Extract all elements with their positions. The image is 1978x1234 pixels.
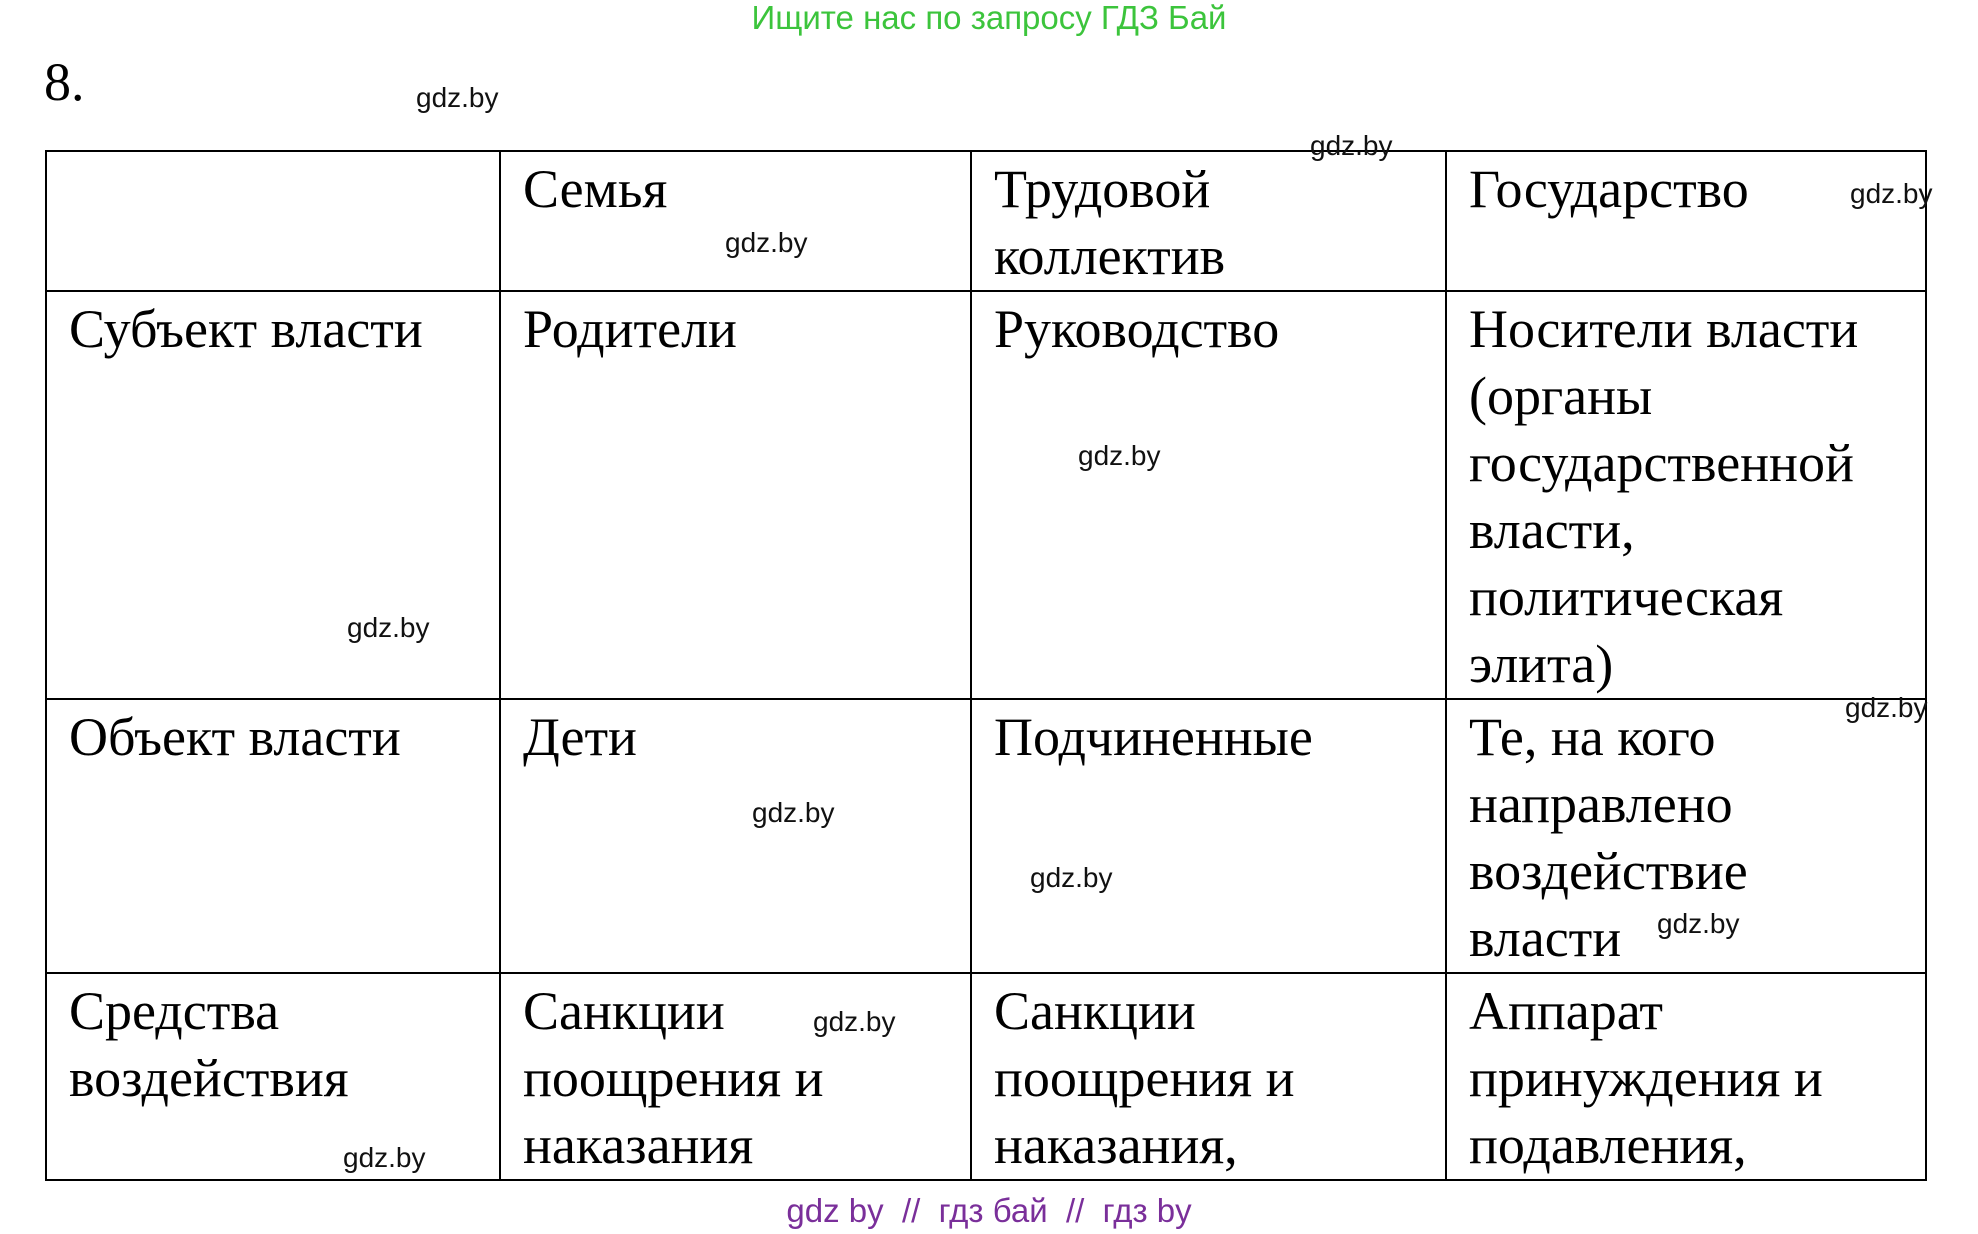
watermark: gdz.by xyxy=(752,797,835,828)
cell-object-work-collective: Подчиненные xyxy=(971,699,1446,973)
watermark: gdz.by xyxy=(1845,692,1928,723)
watermark: gdz.by xyxy=(1030,862,1113,893)
watermark: gdz.by xyxy=(416,82,499,113)
row-label-means: Средства воздействия xyxy=(46,973,500,1180)
table-row-subject xyxy=(46,291,1926,699)
row-label-object: Объект власти xyxy=(46,699,500,973)
table-row-means xyxy=(46,973,1926,1180)
cell-subject-family: Родители xyxy=(500,291,971,699)
header-cell-family: Семья xyxy=(500,151,971,291)
answer-table xyxy=(45,150,1927,1181)
footer-watermark: gdz by // гдз бай // гдз by xyxy=(786,1192,1192,1229)
table-header-row xyxy=(46,151,1926,291)
watermark: gdz.by xyxy=(1657,908,1740,939)
cell-object-state: Те, на кого направлено воздействие власти xyxy=(1446,699,1926,973)
header-cell-empty xyxy=(46,151,500,291)
cell-means-family: Санкции поощрения и наказания xyxy=(500,973,971,1180)
cell-object-family: Дети xyxy=(500,699,971,973)
header-cell-state: Государство xyxy=(1446,151,1926,291)
task-number: 8. xyxy=(44,52,85,112)
cell-subject-state: Носители власти (органы государственной власти, политическая элита) xyxy=(1446,291,1926,699)
watermark: gdz.by xyxy=(343,1142,426,1173)
watermark: gdz.by xyxy=(1310,130,1393,161)
table-row-object xyxy=(46,699,1926,973)
cell-means-state: Аппарат принуждения и подавления, xyxy=(1446,973,1926,1180)
cell-subject-work-collective: Руководство xyxy=(971,291,1446,699)
search-hint-banner: Ищите нас по запросу ГДЗ Бай xyxy=(751,0,1227,36)
cell-means-work-collective: Санкции поощрения и наказания, xyxy=(971,973,1446,1180)
watermark: gdz.by xyxy=(347,612,430,643)
row-label-subject: Субъект власти xyxy=(46,291,500,699)
watermark: gdz.by xyxy=(1850,178,1933,209)
header-cell-work-collective: Трудовой коллектив xyxy=(971,151,1446,291)
watermark: gdz.by xyxy=(813,1006,896,1037)
watermark: gdz.by xyxy=(725,227,808,258)
watermark: gdz.by xyxy=(1078,440,1161,471)
